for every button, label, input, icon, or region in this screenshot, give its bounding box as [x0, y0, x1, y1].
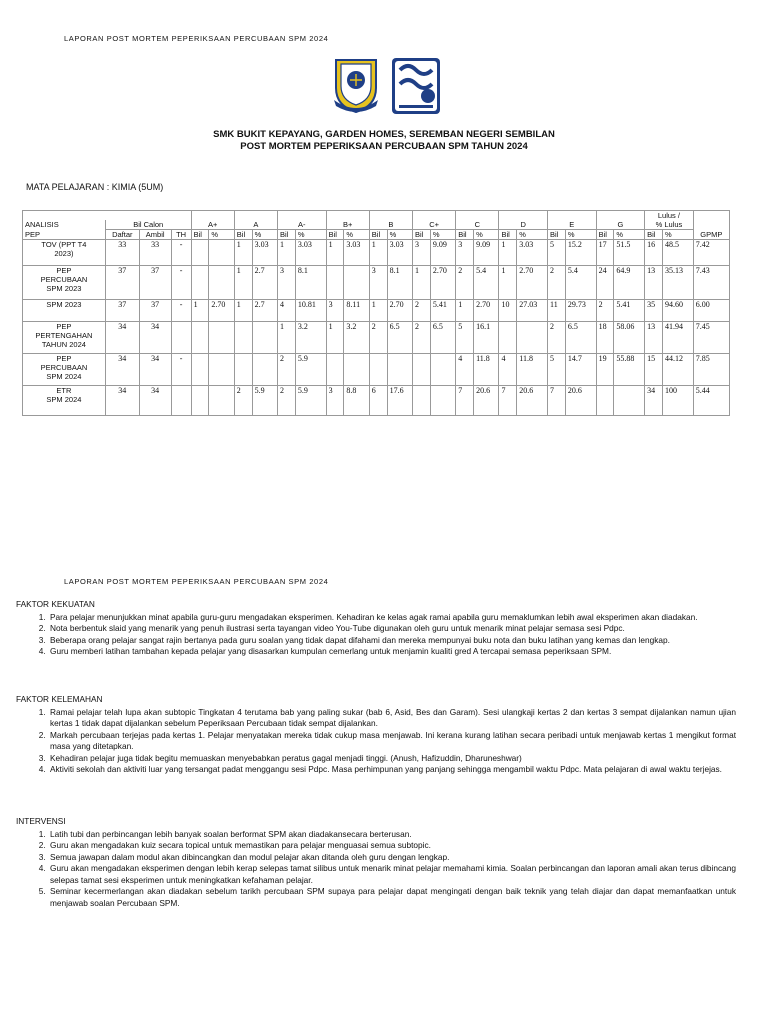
grade-pct-cell: 5.9 [295, 386, 326, 416]
lulus-bil-cell: 13 [645, 322, 663, 354]
grade-pct-cell: 58.06 [614, 322, 645, 354]
table-row [23, 266, 730, 300]
grade-pct-cell: 55.88 [614, 354, 645, 386]
grade-bil-cell [413, 386, 431, 416]
subject-label: MATA PELAJARAN : KIMIA (5UM) [26, 182, 164, 192]
row-label [23, 240, 106, 266]
grade-bil-cell [326, 354, 344, 386]
grade-bil-cell: 19 [596, 354, 614, 386]
pct-header: % [614, 230, 645, 240]
grade-pct-cell: 16.1 [474, 322, 499, 354]
th-cell: - [171, 354, 191, 386]
document-title-block [0, 129, 768, 153]
grade-bil-cell [191, 240, 209, 266]
list-item: 4. Guru akan mengadakan eksperimen dengan lebih kerap selepas tamat silibus untuk menarik minat pelajar memahami kimia. Soalan perbincangan dan laporan amali akan terus dibincang selepas tamat sesi eksperimen untuk meningkatkan kefahaman pelajar. [48, 863, 736, 886]
grade-bil-cell [191, 322, 209, 354]
ambil-cell: 33 [139, 240, 171, 266]
daftar-cell: 34 [105, 386, 139, 416]
pct-header: % [209, 230, 234, 240]
pct-header: % [344, 230, 369, 240]
th-cell [171, 322, 191, 354]
row-label-line: ETR [56, 386, 72, 395]
grade-pct-cell: 5.41 [614, 300, 645, 322]
grade-bil-cell: 17 [596, 240, 614, 266]
results-table [22, 210, 730, 416]
grade-bil-cell: 4 [278, 300, 296, 322]
results-table-body [23, 240, 730, 416]
table-header-row-groups [23, 211, 730, 221]
list-item: 1. Ramai pelajar telah lupa akan subtopic Tingkatan 4 terutama bab yang paling sukar (bab 6, Asid, Bes dan Garam). Sesi ulangkaji kertas 2 dan kertas 3 sempat dijalankan namun ujian kertas 1 tidak dapat dijalankan sebelum Peperiksaan Percubaan tidak sempat dijalankan. [48, 707, 736, 730]
grade-bil-cell [499, 322, 517, 354]
grade-bil-cell: 2 [413, 300, 431, 322]
bil-calon-header: Bil Calon [105, 220, 191, 230]
pep-header: PEP [23, 230, 106, 240]
lulus-bil-cell: 35 [645, 300, 663, 322]
th-cell: - [171, 300, 191, 322]
logo-group [330, 56, 442, 116]
lulus-pct-cell: 44.12 [662, 354, 693, 386]
grade-pct-cell: 17.6 [387, 386, 412, 416]
pct-header: % [295, 230, 326, 240]
grade-bil-cell: 1 [278, 322, 296, 354]
grade-pct-cell: 11.8 [474, 354, 499, 386]
grade-pct-cell: 51.5 [614, 240, 645, 266]
grade-bil-cell: 1 [278, 240, 296, 266]
pct-header: % [387, 230, 412, 240]
table-header-row-grades [23, 220, 730, 230]
grade-bil-cell: 7 [499, 386, 517, 416]
gpmp-cell: 7.45 [693, 322, 729, 354]
grade-bil-cell [191, 266, 209, 300]
pct-header: % [565, 230, 596, 240]
table-row [23, 240, 730, 266]
pct-header: % [252, 230, 277, 240]
grade-pct-cell: 2.7 [252, 266, 277, 300]
list-item: 5. Seminar kecermerlangan akan diadakan sebelum tarikh percubaan SPM supaya para pelajar dapat mengingati dengan baik teknik yang telah diajar dan dapat memanfaatkan untuk menjawab soalan Percubaan SPM. [48, 886, 736, 909]
table-row [23, 386, 730, 416]
grade-pct-cell: 3.03 [387, 240, 412, 266]
grade-bil-cell: 1 [191, 300, 209, 322]
grade-bil-cell: 2 [596, 300, 614, 322]
row-label-line: TOV (PPT T4 [41, 240, 87, 249]
grade-header: A+ [191, 220, 234, 230]
ambil-cell: 34 [139, 322, 171, 354]
grade-pct-cell: 5.41 [430, 300, 455, 322]
grade-bil-cell [234, 354, 252, 386]
row-label [23, 354, 106, 386]
grade-header: A [234, 220, 277, 230]
ambil-header: Ambil [139, 230, 171, 240]
grade-pct-cell: 6.5 [387, 322, 412, 354]
grade-pct-cell: 64.9 [614, 266, 645, 300]
list-item: 2. Guru akan mengadakan kuiz secara topical untuk memastikan para pelajar menguasai semua subtopic. [48, 840, 736, 852]
grade-bil-cell: 6 [369, 386, 387, 416]
ambil-cell: 37 [139, 266, 171, 300]
lulus-header-bottom: % Lulus [645, 220, 694, 230]
grade-pct-cell [209, 354, 234, 386]
daftar-cell: 33 [105, 240, 139, 266]
gpmp-cell: 7.85 [693, 354, 729, 386]
grade-bil-cell: 4 [499, 354, 517, 386]
kekuatan-section [16, 599, 736, 658]
daftar-cell: 37 [105, 266, 139, 300]
grade-bil-cell: 1 [234, 300, 252, 322]
grade-pct-cell [209, 266, 234, 300]
lulus-pct-cell: 94.60 [662, 300, 693, 322]
row-label [23, 300, 106, 322]
row-label-line: PEP [56, 266, 72, 275]
grade-bil-cell [596, 386, 614, 416]
grade-bil-cell [234, 322, 252, 354]
th-cell: - [171, 266, 191, 300]
report-title: POST MORTEM PEPERIKSAAN PERCUBAAN SPM TAHUN 2024 [240, 141, 528, 152]
grade-pct-cell: 2.70 [474, 300, 499, 322]
grade-pct-cell: 11.8 [517, 354, 548, 386]
grade-bil-cell: 24 [596, 266, 614, 300]
grade-pct-cell: 27.03 [517, 300, 548, 322]
list-item: 3. Semua jawapan dalam modul akan dibincangkan dan modul pelajar akan ditanda oleh guru dengan lengkap. [48, 852, 736, 864]
bil-header: Bil [234, 230, 252, 240]
row-label [23, 386, 106, 416]
grade-header: C [456, 220, 499, 230]
grade-bil-cell: 10 [499, 300, 517, 322]
grade-bil-cell: 1 [326, 322, 344, 354]
ambil-cell: 34 [139, 354, 171, 386]
grade-bil-cell: 1 [234, 266, 252, 300]
grade-bil-cell: 18 [596, 322, 614, 354]
grade-pct-cell: 3.2 [295, 322, 326, 354]
grade-pct-cell: 8.11 [344, 300, 369, 322]
grade-pct-cell: 20.6 [474, 386, 499, 416]
grade-header: A- [278, 220, 327, 230]
grade-bil-cell: 1 [413, 266, 431, 300]
table-row [23, 300, 730, 322]
grade-pct-cell [209, 240, 234, 266]
kelemahan-list [16, 707, 736, 776]
grade-pct-cell: 8.8 [344, 386, 369, 416]
grade-pct-cell: 3.03 [252, 240, 277, 266]
grade-bil-cell: 2 [278, 386, 296, 416]
grade-pct-cell: 15.2 [565, 240, 596, 266]
grade-bil-cell: 3 [326, 300, 344, 322]
grade-pct-cell: 29.73 [565, 300, 596, 322]
grade-bil-cell: 5 [548, 240, 566, 266]
page-header-label-2: LAPORAN POST MORTEM PEPERIKSAAN PERCUBAAN SPM 2024 [64, 577, 329, 586]
bil-header: Bil [278, 230, 296, 240]
grade-bil-cell: 1 [326, 240, 344, 266]
list-item: 2. Markah percubaan terjejas pada kertas 1. Pelajar menyatakan mereka tidak cukup masa menjawab. Ini kerana kurang latihan secara peribadi untuk menjawab kertas 1 mengikut format masa yang ditetapkan. [48, 730, 736, 753]
pct-header: % [662, 230, 693, 240]
grade-pct-cell [344, 354, 369, 386]
grade-bil-cell: 5 [548, 354, 566, 386]
grade-bil-cell: 2 [548, 266, 566, 300]
grade-pct-cell: 5.9 [252, 386, 277, 416]
th-cell: - [171, 240, 191, 266]
th-header: TH [171, 230, 191, 240]
pct-header: % [430, 230, 455, 240]
grade-header: E [548, 220, 597, 230]
grade-bil-cell: 2 [548, 322, 566, 354]
kelemahan-section [16, 694, 736, 776]
row-label-line: PERCUBAAN [40, 363, 88, 372]
bil-header: Bil [499, 230, 517, 240]
lulus-pct-cell: 100 [662, 386, 693, 416]
grade-pct-cell [252, 354, 277, 386]
grade-pct-cell: 6.5 [565, 322, 596, 354]
row-label-line: SPM 2023 [46, 284, 82, 293]
grade-bil-cell: 1 [369, 300, 387, 322]
row-label-line: SPM 2024 [46, 395, 82, 404]
grade-pct-cell: 2.70 [209, 300, 234, 322]
grade-pct-cell [209, 386, 234, 416]
daftar-cell: 34 [105, 322, 139, 354]
grade-pct-cell: 6.5 [430, 322, 455, 354]
kekuatan-list [16, 612, 736, 658]
row-label-line: PERCUBAAN [40, 275, 88, 284]
analisis-header: ANALISIS [23, 220, 106, 230]
table-header-row-sub [23, 230, 730, 240]
grade-bil-cell: 1 [499, 240, 517, 266]
list-item: 4. Aktiviti sekolah dan aktiviti luar yang tersangat padat menggangu sesi Pdpc. Masa perhimpunan yang panjang sehingga mengambil waktu Pdpc. Mata pelajaran di awal waktu terjejas. [48, 764, 736, 776]
row-label-line: PEP [56, 354, 72, 363]
daftar-cell: 37 [105, 300, 139, 322]
row-label-line: 2023) [54, 249, 74, 258]
grade-header: D [499, 220, 548, 230]
gpmp-cell: 6.00 [693, 300, 729, 322]
grade-pct-cell: 14.7 [565, 354, 596, 386]
lulus-header-top: Lulus / [645, 211, 694, 221]
row-label-line: SPM 2023 [46, 300, 82, 309]
grade-pct-cell: 3.03 [295, 240, 326, 266]
row-label-line: SPM 2024 [46, 372, 82, 381]
grade-bil-cell [191, 354, 209, 386]
grade-bil-cell: 2 [234, 386, 252, 416]
row-label [23, 322, 106, 354]
list-item: 1. Para pelajar menunjukkan minat apabila guru-guru mengadakan eksperimen. Kehadiran ke kelas agak ramai apabila guru memaklumkan lebih awal eksperimen akan diadakan. [48, 612, 736, 624]
grade-pct-cell: 5.9 [295, 354, 326, 386]
grade-bil-cell: 3 [369, 266, 387, 300]
pct-header: % [517, 230, 548, 240]
bil-header: Bil [191, 230, 209, 240]
grade-bil-cell: 2 [456, 266, 474, 300]
grade-bil-cell: 1 [499, 266, 517, 300]
school-crest-logo [330, 56, 382, 116]
bil-header: Bil [645, 230, 663, 240]
grade-header: B [369, 220, 412, 230]
grade-pct-cell [387, 354, 412, 386]
grade-bil-cell: 1 [234, 240, 252, 266]
grade-bil-cell [369, 354, 387, 386]
grade-pct-cell: 8.1 [387, 266, 412, 300]
grade-pct-cell [344, 266, 369, 300]
grade-bil-cell: 11 [548, 300, 566, 322]
grade-pct-cell: 2.70 [517, 266, 548, 300]
grade-pct-cell: 2.7 [252, 300, 277, 322]
grade-header: G [596, 220, 645, 230]
grade-pct-cell: 20.6 [565, 386, 596, 416]
ambil-cell: 34 [139, 386, 171, 416]
grade-pct-cell: 10.81 [295, 300, 326, 322]
lulus-bil-cell: 34 [645, 386, 663, 416]
grade-pct-cell [614, 386, 645, 416]
list-item: 2. Nota berbentuk slaid yang menarik yang penuh ilustrasi serta tayangan video You-Tube digunakan oleh guru untuk menarik minat pelajar semasa sesi Pdpc. [48, 623, 736, 635]
lulus-bil-cell: 13 [645, 266, 663, 300]
page-header-label: LAPORAN POST MORTEM PEPERIKSAAN PERCUBAAN SPM 2024 [64, 34, 329, 43]
grade-bil-cell: 5 [456, 322, 474, 354]
grade-bil-cell: 3 [456, 240, 474, 266]
grade-pct-cell: 9.09 [430, 240, 455, 266]
list-item: 3. Kehadiran pelajar juga tidak begitu memuaskan menyebabkan peratus gagal menjadi tinggi. (Anush, Hafizuddin, Dharuneshwar) [48, 753, 736, 765]
lulus-bil-cell: 16 [645, 240, 663, 266]
grade-bil-cell: 2 [369, 322, 387, 354]
grade-bil-cell [191, 386, 209, 416]
daftar-header: Daftar [105, 230, 139, 240]
intervensi-section [16, 816, 736, 909]
grade-pct-cell: 2.70 [430, 266, 455, 300]
grade-pct-cell: 9.09 [474, 240, 499, 266]
intervensi-title: INTERVENSI [16, 816, 66, 826]
intervensi-list [16, 829, 736, 910]
row-label [23, 266, 106, 300]
list-item: 4. Guru memberi latihan tambahan kepada pelajar yang disasarkan kumpulan cemerlang untuk menjamin kualiti gred A tercapai semasa peperiksaan SPM. [48, 646, 736, 658]
kekuatan-title: FAKTOR KEKUATAN [16, 599, 95, 609]
grade-bil-cell: 7 [456, 386, 474, 416]
grade-pct-cell: 20.6 [517, 386, 548, 416]
exam-board-logo [390, 56, 442, 116]
gpmp-header: GPMP [693, 230, 729, 240]
grade-bil-cell: 3 [326, 386, 344, 416]
grade-header: B+ [326, 220, 369, 230]
bil-header: Bil [326, 230, 344, 240]
school-name: SMK BUKIT KEPAYANG, GARDEN HOMES, SEREMBAN NEGERI SEMBILAN [213, 129, 555, 140]
pct-header: % [474, 230, 499, 240]
grade-bil-cell: 1 [369, 240, 387, 266]
grade-pct-cell: 8.1 [295, 266, 326, 300]
daftar-cell: 34 [105, 354, 139, 386]
grade-pct-cell: 3.03 [344, 240, 369, 266]
grade-pct-cell: 5.4 [474, 266, 499, 300]
list-item: 3. Beberapa orang pelajar sangat rajin bertanya pada guru soalan yang tidak dapat difahami dan mereka mempunyai buku nota dan buku latihan yang kemas dan lengkap. [48, 635, 736, 647]
row-label-line: TAHUN 2024 [41, 340, 86, 349]
list-item: 1. Latih tubi dan perbincangan lebih banyak soalan berformat SPM akan diadakansecara berterusan. [48, 829, 736, 841]
grade-pct-cell [430, 354, 455, 386]
grade-pct-cell: 5.4 [565, 266, 596, 300]
grade-bil-cell: 3 [413, 240, 431, 266]
grade-pct-cell [430, 386, 455, 416]
grade-header: C+ [413, 220, 456, 230]
lulus-pct-cell: 48.5 [662, 240, 693, 266]
row-label-line: PERTENGAHAN [35, 331, 93, 340]
kelemahan-title: FAKTOR KELEMAHAN [16, 694, 103, 704]
th-cell [171, 386, 191, 416]
table-row [23, 322, 730, 354]
grade-bil-cell: 2 [278, 354, 296, 386]
grade-bil-cell: 2 [413, 322, 431, 354]
grade-pct-cell [252, 322, 277, 354]
grade-bil-cell: 4 [456, 354, 474, 386]
grade-pct-cell: 2.70 [387, 300, 412, 322]
grade-pct-cell: 3.2 [344, 322, 369, 354]
grade-pct-cell [209, 322, 234, 354]
row-label-line: PEP [56, 322, 72, 331]
gpmp-cell: 7.43 [693, 266, 729, 300]
grade-bil-cell: 1 [456, 300, 474, 322]
grade-bil-cell: 3 [278, 266, 296, 300]
gpmp-cell: 7.42 [693, 240, 729, 266]
lulus-pct-cell: 41.94 [662, 322, 693, 354]
lulus-bil-cell: 15 [645, 354, 663, 386]
grade-bil-cell: 7 [548, 386, 566, 416]
bil-header: Bil [369, 230, 387, 240]
lulus-pct-cell: 35.13 [662, 266, 693, 300]
table-row [23, 354, 730, 386]
grade-pct-cell [517, 322, 548, 354]
bil-header: Bil [413, 230, 431, 240]
grade-bil-cell [326, 266, 344, 300]
bil-header: Bil [596, 230, 614, 240]
bil-header: Bil [548, 230, 566, 240]
ambil-cell: 37 [139, 300, 171, 322]
bil-header: Bil [456, 230, 474, 240]
grade-pct-cell: 3.03 [517, 240, 548, 266]
gpmp-cell: 5.44 [693, 386, 729, 416]
grade-bil-cell [413, 354, 431, 386]
